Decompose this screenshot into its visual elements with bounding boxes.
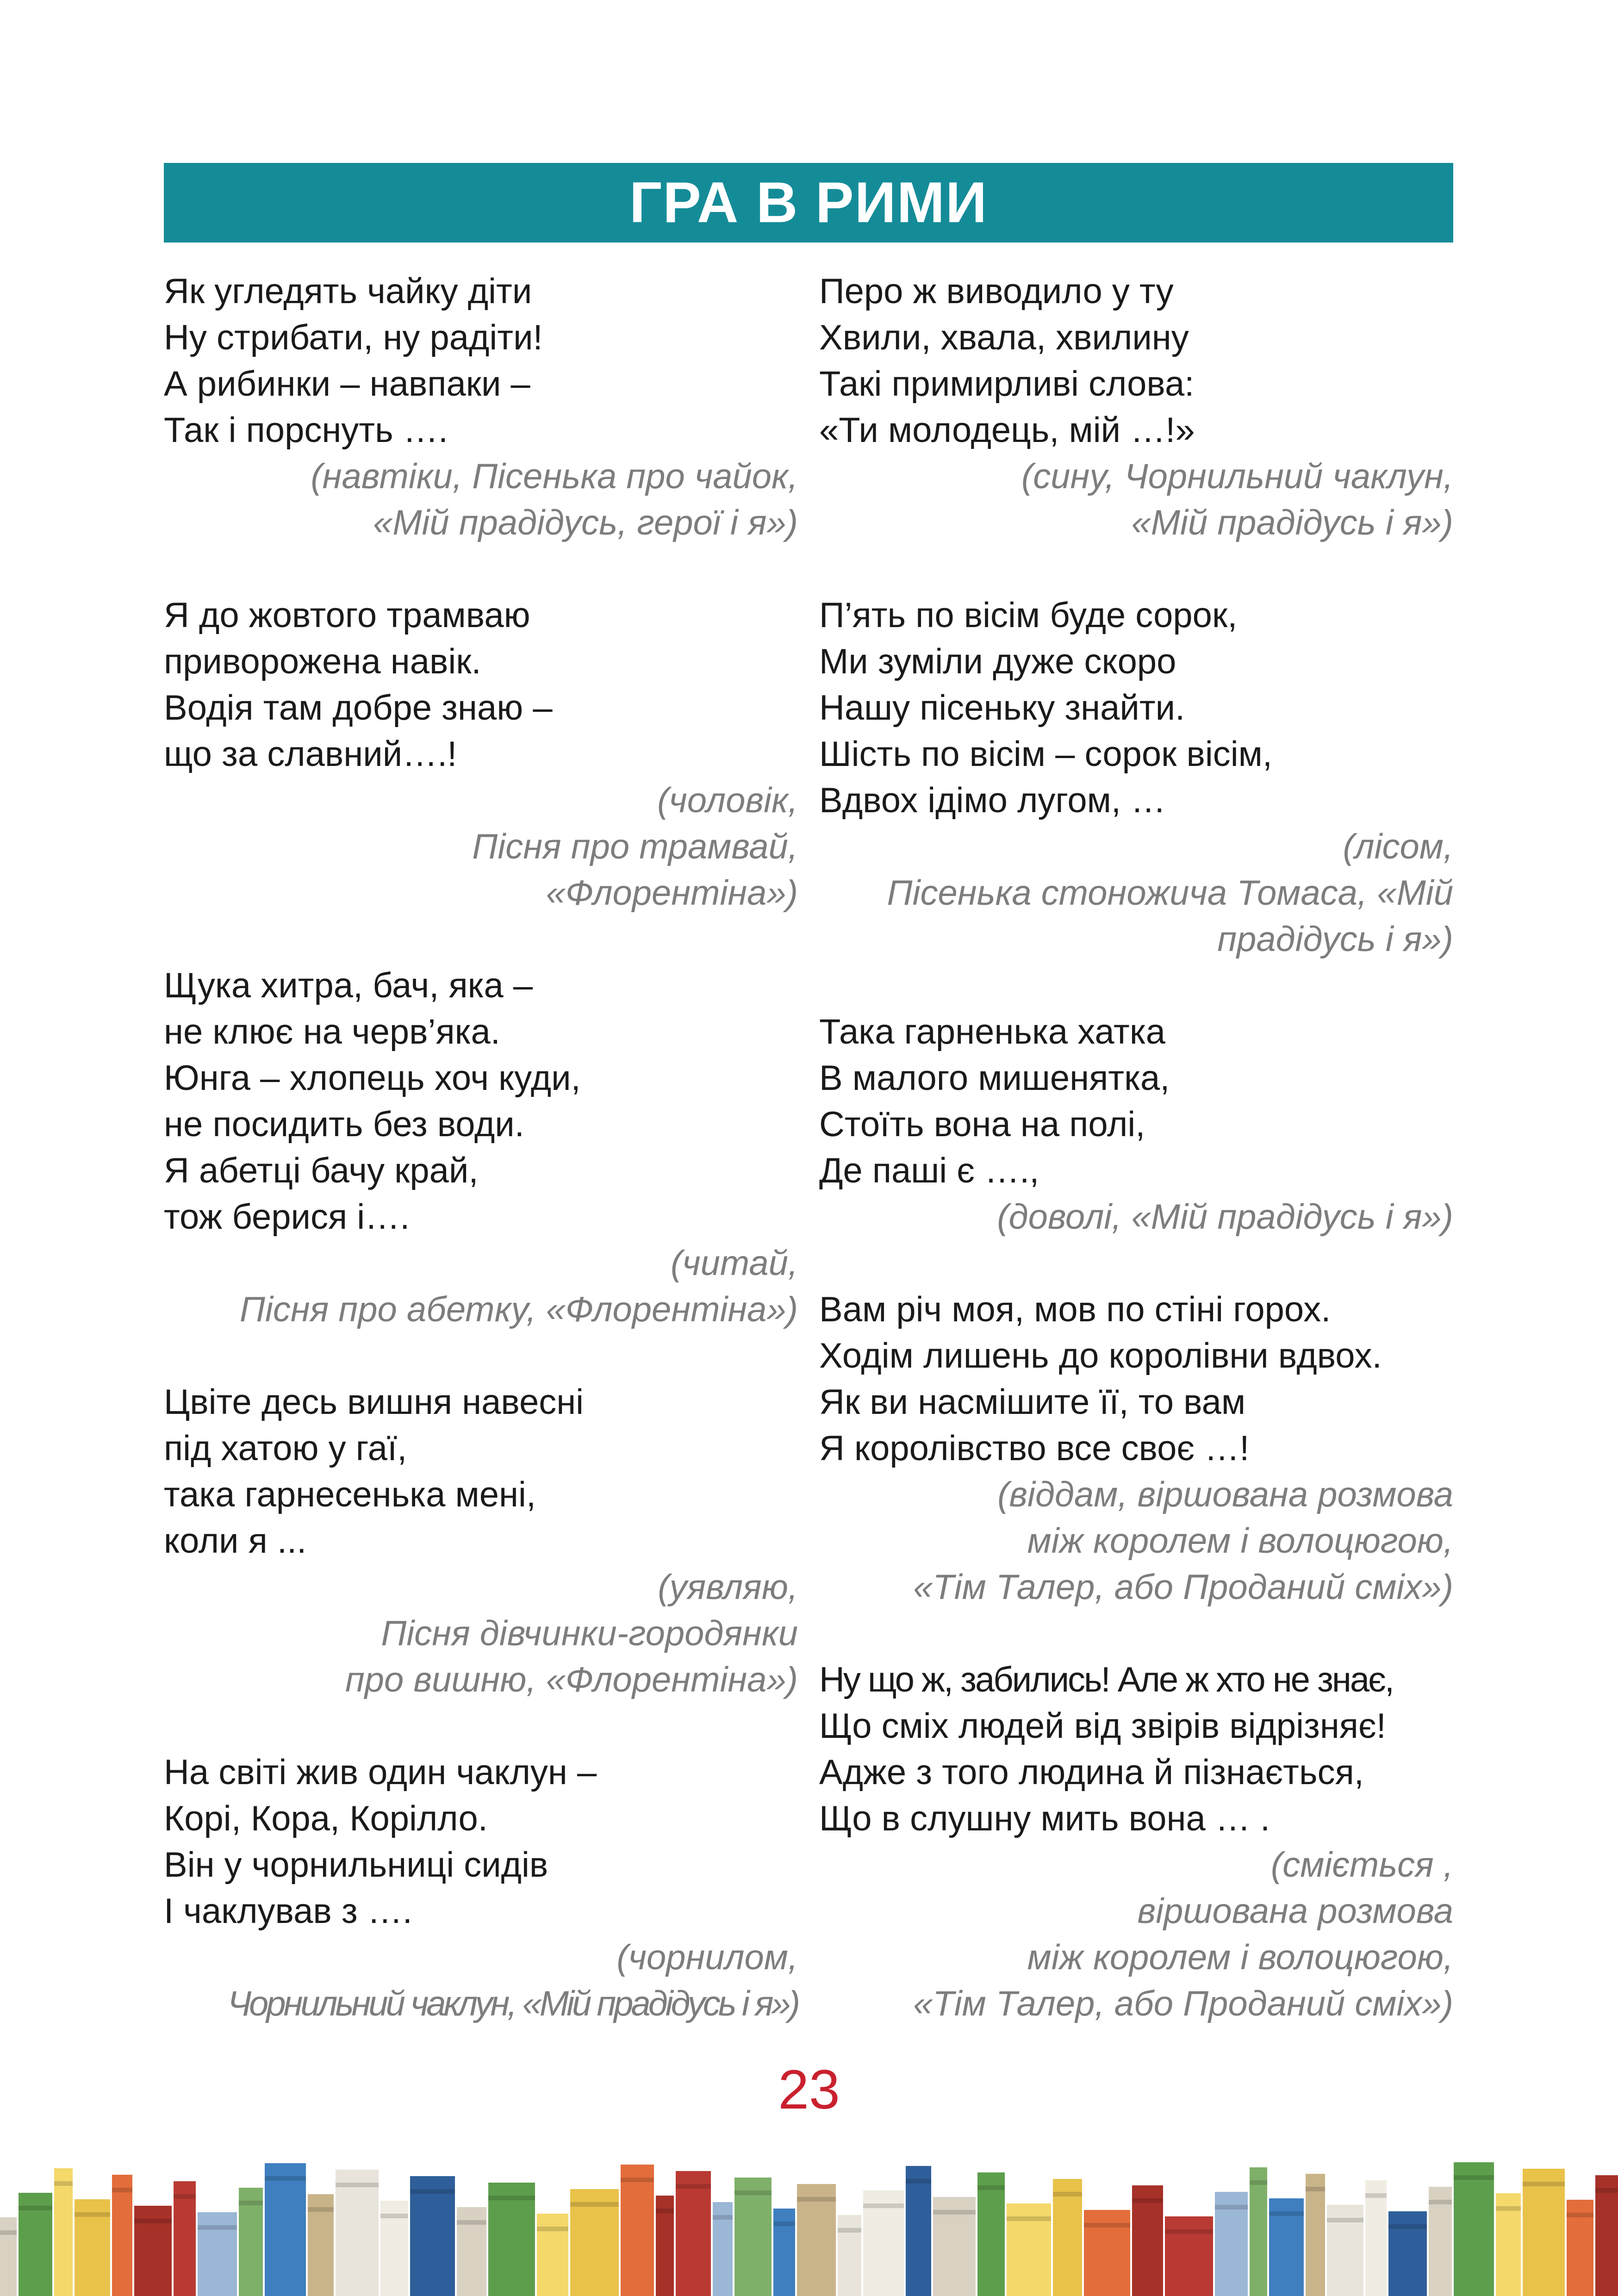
verse-source: між королем і волоцюгою, <box>1027 1521 1453 1561</box>
book-spine-band <box>457 2220 486 2225</box>
left-column <box>164 268 798 2027</box>
verse-line: Вдвох ідімо лугом, … <box>819 781 1166 820</box>
book-spine <box>1250 2167 1267 2296</box>
book-spine-band <box>1007 2216 1051 2221</box>
verse-line: Як ви насмішите її, то вам <box>819 1382 1246 1422</box>
book-spine-band <box>797 2197 836 2202</box>
book-spine-band <box>1496 2206 1521 2211</box>
book-spine-band <box>380 2214 408 2218</box>
verse-block <box>164 1379 798 1703</box>
verse-block <box>819 268 1453 546</box>
verse-source: «Тім Талер, або Проданий сміх») <box>913 1568 1453 1607</box>
verse-source: (читай, <box>670 1244 798 1283</box>
books-border-decoration <box>0 2162 1618 2296</box>
book-spine <box>676 2171 711 2296</box>
verse-line: Щука хитра, бач, яка – <box>164 966 533 1005</box>
title-banner <box>164 163 1453 243</box>
verse-line: Перо ж виводило у ту <box>819 272 1174 311</box>
verse-source: (навтіки, Пісенька про чайок, <box>311 457 798 496</box>
book-spine <box>0 2217 17 2296</box>
book-spine-band <box>174 2194 196 2199</box>
verse-source: Пісня про трамвай, <box>472 827 798 866</box>
book-spine <box>1523 2169 1565 2296</box>
book-spine-band <box>0 2230 17 2235</box>
verse-line: Така гарненька хатка <box>819 1012 1166 1052</box>
book-spine <box>265 2163 306 2296</box>
book-spine <box>1388 2211 1427 2296</box>
book-spine <box>1454 2162 1494 2296</box>
book-spine <box>838 2215 861 2296</box>
verse-source: (чорнилом, <box>616 1938 798 1977</box>
verse-source: віршована розмова <box>1137 1892 1453 1931</box>
verse-line: В малого мишенятка, <box>819 1058 1170 1098</box>
book-spine-band <box>1388 2224 1427 2229</box>
verse-line: На світі жив один чаклун – <box>164 1753 597 1792</box>
book-spine-band <box>1250 2180 1267 2185</box>
verse-source: між королем і волоцюгою, <box>1027 1938 1453 1977</box>
book-spine <box>410 2176 455 2296</box>
book-spine-band <box>773 2221 795 2226</box>
verse-block <box>819 1657 1453 2027</box>
verse-line: Стоїть вона на полі, <box>819 1105 1145 1144</box>
book-spine-band <box>1429 2200 1452 2204</box>
book-spine <box>1595 2175 1618 2296</box>
verse-block <box>819 592 1453 963</box>
book-spine-band <box>134 2219 172 2223</box>
verse-source: (сміється , <box>1270 1845 1453 1885</box>
book-spine-band <box>933 2210 976 2215</box>
book-spine-band <box>198 2225 237 2230</box>
book-spine-band <box>112 2188 132 2192</box>
book-spine-band <box>537 2227 568 2231</box>
verse-line: Хвили, хвала, хвилину <box>819 318 1189 357</box>
verse-line: коли я ... <box>164 1521 307 1561</box>
verse-source: (лісом, <box>1343 827 1453 866</box>
book-spine-band <box>1269 2211 1304 2216</box>
book-spine-band <box>410 2189 455 2194</box>
verse-line: Він у чорнильниці сидів <box>164 1845 548 1885</box>
book-spine <box>1084 2210 1130 2296</box>
verse-line: така гарнесенька мені, <box>164 1475 536 1514</box>
verse-source: «Мій прадідусь і я») <box>1131 503 1453 542</box>
book-spine-band <box>1084 2223 1130 2228</box>
book-spine <box>54 2168 73 2296</box>
verse-source: (сину, Чорнильний чаклун, <box>1021 457 1453 496</box>
book-spine <box>336 2170 379 2296</box>
verse-line: Такі примирливі слова: <box>819 364 1195 404</box>
verse-line: під хатою у гаї, <box>164 1429 407 1468</box>
verse-line: Що сміх людей від звірів відрізняє! <box>819 1706 1386 1746</box>
verse-line: Ну що ж, забились! Але ж хто не знає, <box>819 1660 1394 1699</box>
verse-line: що за славний….! <box>164 734 457 774</box>
book-spine-band <box>838 2228 861 2233</box>
verse-line: Водія там добре знаю – <box>164 688 553 728</box>
verse-line: Вам річ моя, мов по стіні горох. <box>819 1290 1331 1329</box>
verse-source: прадідусь і я») <box>1217 920 1453 959</box>
verse-block <box>819 1009 1453 1240</box>
verse-source: «Флорентіна») <box>546 873 798 913</box>
book-spine-band <box>308 2207 334 2212</box>
book-spine-band <box>1454 2175 1494 2180</box>
book-spine-band <box>488 2196 535 2200</box>
book-spine <box>621 2165 654 2296</box>
book-spine-band <box>1165 2229 1213 2234</box>
verse-line: Цвіте десь вишня навесні <box>164 1382 584 1422</box>
verse-line: Юнга – хлопець хоч куди, <box>164 1058 581 1098</box>
verse-line: І чаклував з …. <box>164 1892 412 1931</box>
verse-source: (уявляю, <box>658 1568 798 1607</box>
verse-line: Адже з того людина й пізнається, <box>819 1753 1364 1792</box>
verse-line: П’ять по вісім буде сорок, <box>819 596 1238 635</box>
book-spine-band <box>336 2183 379 2187</box>
book-spine-band <box>863 2203 904 2208</box>
book-spine-band <box>1567 2213 1593 2217</box>
book-spine-band <box>1365 2193 1387 2198</box>
verse-line: Як угледять чайку діти <box>164 272 532 311</box>
verse-line: Я королівство все своє …! <box>819 1429 1250 1468</box>
book-spine <box>1165 2216 1213 2296</box>
verse-line: Я абетці бачу край, <box>164 1151 479 1190</box>
verse-line: Шість по вісім – сорок вісім, <box>819 734 1273 774</box>
book-spine-band <box>1306 2187 1325 2191</box>
verse-line: А рибинки – навпаки – <box>164 364 530 404</box>
book-spine-band <box>265 2176 306 2181</box>
verse-line: Ну стрибати, ну радіти! <box>164 318 543 357</box>
right-column <box>819 268 1453 2027</box>
verse-source: «Тім Талер, або Проданий сміх») <box>913 1984 1453 2023</box>
verse-line: Де паші є …., <box>819 1151 1039 1190</box>
book-spine-band <box>19 2206 52 2210</box>
book-spine-band <box>1327 2218 1363 2222</box>
book-spine-band <box>906 2179 931 2184</box>
book-spine-band <box>1523 2182 1565 2186</box>
book-spine <box>1306 2174 1325 2296</box>
page-number: 23 <box>778 2059 840 2121</box>
verse-block <box>819 1287 1453 1611</box>
verse-source: Пісня про абетку, «Флорентіна») <box>239 1290 798 1329</box>
verse-line: тож берися і…. <box>164 1197 410 1237</box>
verse-line: Я до жовтого трамваю <box>164 596 530 635</box>
verse-source: (чоловік, <box>657 781 798 820</box>
verse-source: Пісенька стоножича Томаса, «Мій <box>887 873 1453 913</box>
verse-block <box>164 592 798 916</box>
book-spine-band <box>621 2178 654 2182</box>
book-spine-band <box>1215 2205 1248 2209</box>
book-spine <box>734 2178 772 2296</box>
book-spine-band <box>1595 2188 1618 2193</box>
book-spine-band <box>676 2184 711 2189</box>
book-spine-band <box>75 2212 110 2217</box>
book-spine-band <box>1132 2198 1163 2203</box>
verse-source: Пісня дівчинки-городянки <box>381 1614 798 1653</box>
verse-source: Чорнильний чаклун, «Мій прадідусь і я») <box>227 1984 798 2023</box>
verse-block <box>164 1749 798 2027</box>
book-spine-band <box>239 2201 263 2205</box>
book-spine <box>906 2166 931 2296</box>
book-spine-band <box>54 2181 73 2186</box>
verse-line: не посидить без води. <box>164 1105 524 1144</box>
book-spine <box>537 2214 568 2296</box>
verse-line: Ми зуміли дуже скоро <box>819 642 1176 681</box>
verse-block <box>164 963 798 1333</box>
verse-block <box>164 268 798 546</box>
verse-line: приворожена навік. <box>164 642 481 681</box>
verse-source: «Мій прадідусь, герої і я») <box>373 503 798 542</box>
book-spine <box>112 2175 132 2296</box>
book-spine-band <box>1053 2192 1082 2196</box>
book-spine-band <box>570 2202 619 2207</box>
verse-source: (доволі, «Мій прадідусь і я») <box>997 1197 1453 1237</box>
verse-line: Що в слушну мить вона … . <box>819 1799 1270 1838</box>
book-spine <box>198 2212 237 2296</box>
verse-line: Так і порснуть …. <box>164 411 448 450</box>
book-spine-band <box>713 2215 733 2220</box>
verse-source: про вишню, «Флорентіна») <box>345 1660 798 1699</box>
verse-source: (віддам, віршована розмова <box>997 1475 1453 1514</box>
book-spine-band <box>656 2209 674 2213</box>
verse-line: не клює на черв’яка. <box>164 1012 500 1052</box>
verse-line: Ходім лишень до королівни вдвох. <box>819 1336 1382 1375</box>
verse-line: Корі, Кора, Корілло. <box>164 1799 488 1838</box>
book-spine-band <box>734 2190 772 2195</box>
verse-line: Нашу пісеньку знайти. <box>819 688 1185 728</box>
verse-line: «Ти молодець, мій …!» <box>819 411 1195 450</box>
book-spine <box>977 2172 1005 2296</box>
page-title: ГРА В РИМИ <box>629 171 988 235</box>
book-spine-band <box>977 2185 1005 2190</box>
